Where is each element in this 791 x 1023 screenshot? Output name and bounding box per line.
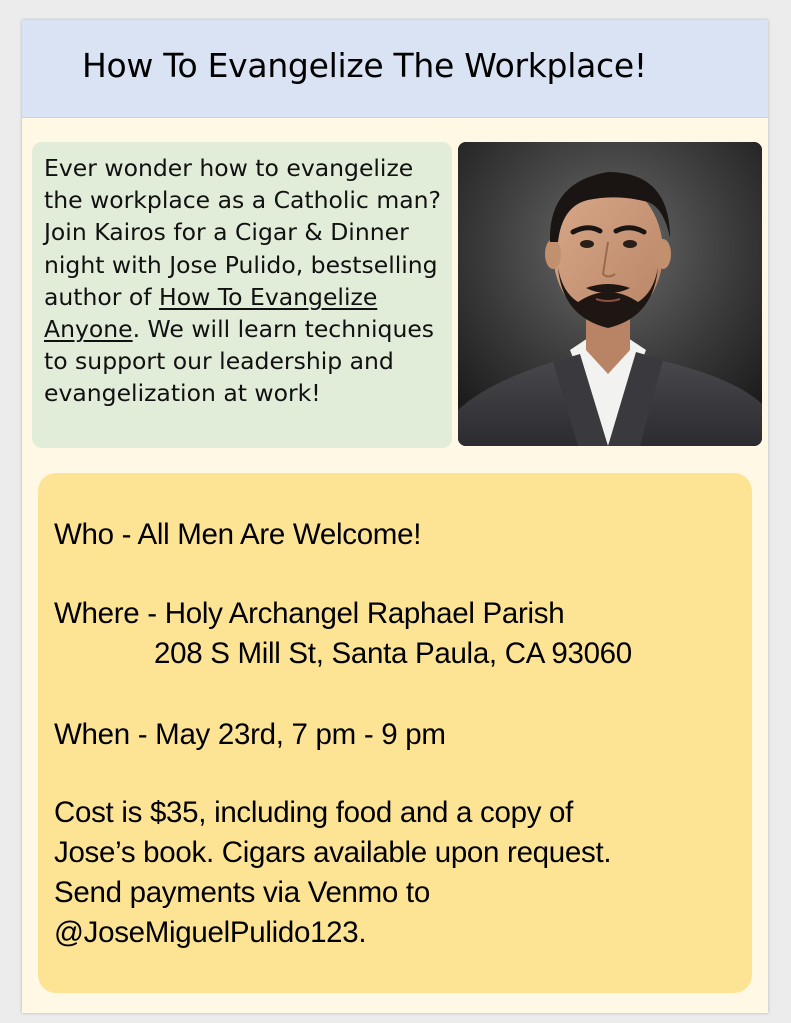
venmo-handle: @JoseMiguelPulido123.: [54, 916, 367, 949]
book-title-link[interactable]: How To Evangelize Anyone: [44, 282, 378, 344]
cost-line-3: Send payments via Venmo to: [54, 876, 430, 909]
intro-paragraph: [44, 152, 454, 410]
when-line: When - May 23rd, 7 pm - 9 pm: [54, 718, 446, 751]
cost-line-1: Cost is $35, including food and a copy of: [54, 796, 574, 829]
speaker-photo: [458, 142, 762, 446]
address-line: 208 S Mill St, Santa Paula, CA 93060: [154, 637, 632, 670]
intro-box: [32, 142, 452, 448]
who-line: Who - All Men Are Welcome!: [54, 518, 422, 551]
where-line: Where - Holy Archangel Raphael Parish: [54, 597, 565, 630]
speaker-portrait-image: [458, 142, 762, 446]
flyer-card: [22, 20, 768, 1013]
event-details-box: [38, 473, 752, 993]
page-title: How To Evangelize The Workplace!: [82, 46, 647, 85]
header-banner: [22, 20, 768, 118]
intro-text-after: . We will learn techniques to support our leadership and evangelization at work!: [44, 315, 435, 408]
intro-text-before: Ever wonder how to evangelize the workplace as a Catholic man? Join Kairos for a Cigar & Dinner night with Jose Pulido, bestselling author of: [44, 154, 441, 311]
cost-line-2: Jose’s book. Cigars available upon request.: [54, 836, 612, 869]
